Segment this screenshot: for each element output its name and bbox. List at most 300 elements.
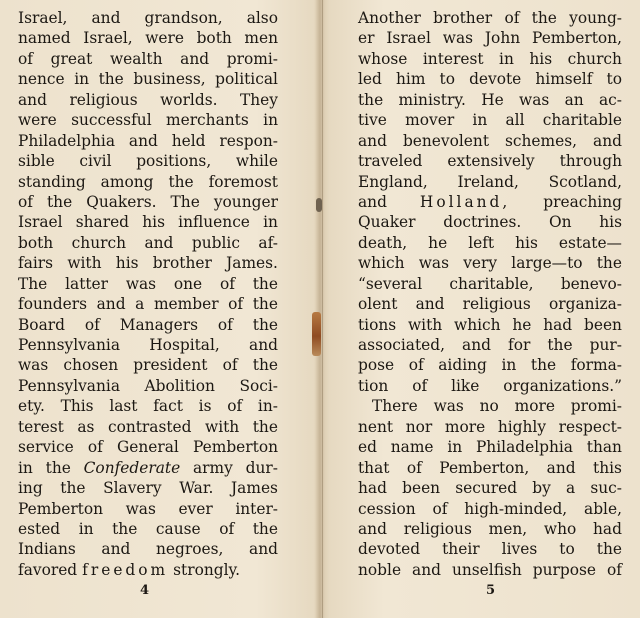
word: the <box>547 336 573 354</box>
word: church <box>71 233 127 252</box>
word: On <box>548 213 572 232</box>
word: negroes, <box>156 540 224 559</box>
text-line <box>358 519 622 539</box>
text-line <box>18 376 278 396</box>
word: held <box>171 131 206 150</box>
word: James <box>231 479 278 498</box>
word: in <box>499 49 514 68</box>
text-line <box>18 294 278 314</box>
word: Pemberton <box>192 438 278 457</box>
word: no <box>479 397 499 416</box>
word: the <box>530 356 557 375</box>
word: were <box>145 29 184 48</box>
text-line <box>18 539 278 559</box>
word: by <box>532 479 551 498</box>
word: is <box>198 397 212 416</box>
word: ministry. <box>398 90 466 109</box>
word: The <box>18 274 48 293</box>
text-line <box>358 458 622 478</box>
word: in <box>472 111 488 130</box>
word: terest <box>18 417 64 436</box>
word: of <box>432 499 448 518</box>
word: and <box>249 540 278 559</box>
word: Soci- <box>239 376 278 395</box>
word: nor <box>405 417 433 436</box>
word: of <box>18 192 33 211</box>
word: tion <box>358 376 389 395</box>
text-line <box>358 192 622 212</box>
text-line <box>358 499 622 519</box>
word: to <box>606 70 622 89</box>
word: the <box>252 295 278 314</box>
word: ed <box>358 438 377 457</box>
word: religious <box>462 295 531 314</box>
word: Israel, <box>83 29 133 48</box>
word: England, <box>358 172 428 191</box>
word: this <box>593 458 622 477</box>
text-line <box>358 28 622 48</box>
word: preaching <box>543 192 622 211</box>
word: purpose <box>532 560 597 579</box>
word: and <box>180 49 210 68</box>
word: army <box>193 458 233 477</box>
word: church <box>567 49 622 68</box>
word: he <box>428 233 448 252</box>
text-line <box>18 233 278 253</box>
word: There <box>372 397 418 416</box>
word: of <box>84 315 100 334</box>
word: the <box>252 519 278 538</box>
word: The <box>170 192 200 211</box>
text-line <box>18 335 278 355</box>
text-line <box>358 90 622 110</box>
right-page-text <box>358 8 622 580</box>
word: of <box>412 376 428 395</box>
word: Ireland, <box>457 172 519 191</box>
word: promi- <box>570 397 622 416</box>
word: who <box>543 519 577 538</box>
word: of <box>222 356 238 375</box>
word: pur- <box>589 336 622 354</box>
word: men, <box>488 519 528 538</box>
word: was <box>433 397 464 416</box>
word: of <box>219 519 235 538</box>
word: Pemberton, <box>439 458 530 477</box>
word: and <box>358 192 387 211</box>
word: his <box>142 213 165 232</box>
word: to <box>559 540 575 559</box>
word: high-minded, <box>464 499 568 518</box>
text-line <box>18 396 278 416</box>
word: the <box>98 70 124 89</box>
text-line <box>358 335 622 355</box>
word: was <box>18 356 49 375</box>
word: and <box>128 131 158 150</box>
word: General <box>116 438 179 457</box>
word: promi- <box>226 49 278 68</box>
word: able, <box>584 499 622 518</box>
word: “several <box>358 274 423 293</box>
word: ing <box>18 479 43 498</box>
text-line <box>358 151 622 171</box>
word: nence <box>18 70 65 89</box>
word: civil <box>79 152 112 171</box>
word: and <box>412 560 441 579</box>
word: fairs <box>18 254 54 273</box>
word: er <box>358 29 375 48</box>
word: had <box>543 315 573 334</box>
word: respect- <box>558 417 622 436</box>
word: public <box>191 233 240 252</box>
word: Israel, <box>18 9 68 27</box>
word: Abolition <box>144 376 215 395</box>
word: his <box>599 213 622 232</box>
word: respon- <box>219 131 278 150</box>
word: death, <box>358 233 408 252</box>
word: and <box>91 9 121 27</box>
word: ever <box>178 499 213 518</box>
text-line <box>18 315 278 335</box>
word: were <box>18 111 57 130</box>
word: noble <box>358 560 402 579</box>
text-line <box>358 8 622 28</box>
word: an <box>564 90 584 109</box>
word: men <box>244 29 278 48</box>
text-line <box>358 131 622 151</box>
word: founders <box>18 295 88 314</box>
text-line <box>18 90 278 110</box>
word: forma- <box>570 356 622 375</box>
word: both <box>196 29 232 48</box>
word: the <box>45 458 71 477</box>
word: Hospital, <box>149 336 220 354</box>
word: president <box>133 356 208 375</box>
word: like <box>451 376 480 395</box>
word: in- <box>257 397 278 416</box>
word: favored <box>18 560 78 579</box>
text-line <box>358 212 622 232</box>
word: ested <box>18 519 61 538</box>
text-line <box>18 458 278 478</box>
word: been <box>583 315 622 334</box>
word: standing <box>18 172 86 191</box>
word: while <box>235 152 278 171</box>
word: Quakers. <box>86 192 157 211</box>
word: worlds. <box>160 90 218 109</box>
text-line <box>18 151 278 171</box>
word: to <box>439 70 455 89</box>
word: had <box>593 519 622 538</box>
word: and <box>249 336 278 354</box>
word: was <box>519 90 550 109</box>
page-fold-line <box>322 0 323 618</box>
word: large—to <box>511 254 583 273</box>
word: business, <box>133 70 206 89</box>
word: sible <box>18 152 55 171</box>
word: Scotland, <box>548 172 622 191</box>
word: more <box>514 397 555 416</box>
word: had <box>358 479 387 498</box>
word: traveled <box>358 152 423 171</box>
word: their <box>442 540 480 559</box>
word: tive <box>358 111 387 130</box>
word: Managers <box>119 315 198 334</box>
word: associated, <box>358 336 445 354</box>
word: the <box>168 172 194 191</box>
word: led <box>358 70 382 89</box>
text-line <box>358 560 622 580</box>
word: and <box>593 131 622 150</box>
word: with <box>205 417 240 436</box>
word: last <box>109 397 138 416</box>
text-line <box>358 253 622 273</box>
word: in <box>78 519 94 538</box>
word: of <box>219 274 235 293</box>
word: great <box>50 49 93 68</box>
word: of <box>504 9 520 27</box>
text-line <box>358 478 622 498</box>
text-line <box>358 437 622 457</box>
word: that <box>358 458 390 477</box>
word: inter- <box>235 499 278 518</box>
word: Board <box>18 315 65 334</box>
text-line <box>358 396 622 416</box>
left-page-text <box>18 8 278 580</box>
word: his <box>529 49 553 68</box>
text-line <box>18 110 278 130</box>
word: lives <box>501 540 538 559</box>
word: and <box>358 131 387 150</box>
word: and <box>96 295 126 314</box>
word: than <box>586 438 622 457</box>
word: Pemberton <box>18 499 104 518</box>
word: James. <box>226 254 278 273</box>
book-gutter <box>315 0 325 618</box>
word: the <box>252 274 278 293</box>
word: named <box>18 29 71 48</box>
word: one <box>173 274 203 293</box>
word: name <box>390 438 434 457</box>
word: his <box>515 233 538 252</box>
text-line <box>358 233 622 253</box>
word: benevolent <box>402 131 490 150</box>
word: brother <box>433 9 493 27</box>
word: influence <box>178 213 250 232</box>
word: very <box>463 254 498 273</box>
word: benevo- <box>560 274 622 293</box>
word: a <box>135 295 145 314</box>
word: contrasted <box>107 417 192 436</box>
word: himself <box>535 70 593 89</box>
word: the <box>531 9 557 27</box>
text-line <box>18 69 278 89</box>
word: devoted <box>358 540 421 559</box>
word: the <box>252 356 278 375</box>
text-line <box>358 49 622 69</box>
word: War. <box>179 479 214 498</box>
word: was <box>442 29 474 48</box>
word: of <box>227 397 243 416</box>
text-line <box>358 315 622 335</box>
word: all <box>505 111 525 130</box>
word: in <box>447 438 463 457</box>
word: and <box>18 90 47 109</box>
word: left <box>468 233 495 252</box>
word: of <box>228 295 244 314</box>
word: been <box>402 479 441 498</box>
word: the <box>252 417 278 436</box>
word: and <box>358 519 387 538</box>
word: young- <box>569 9 622 27</box>
text-line <box>18 519 278 539</box>
word: Pennsylvania <box>18 376 120 395</box>
text-line <box>18 499 278 519</box>
word: of <box>18 49 33 68</box>
word: cession <box>358 499 416 518</box>
word: and <box>546 458 576 477</box>
text-line <box>358 294 622 314</box>
word: tions <box>358 315 397 334</box>
text-line <box>18 212 278 232</box>
word: Indians <box>18 540 76 559</box>
word: This <box>60 397 94 416</box>
word: the <box>252 315 278 334</box>
right-page <box>358 8 622 608</box>
binding-stitch-rust <box>312 312 321 356</box>
word: Philadelphia <box>475 438 573 457</box>
word: John <box>484 29 521 48</box>
word: ac- <box>599 90 622 109</box>
word: Israel <box>386 29 431 48</box>
word: Israel <box>18 213 63 232</box>
word: which <box>358 254 405 273</box>
word: highly <box>497 417 547 436</box>
word: freedom <box>82 560 169 579</box>
word: doctrines. <box>443 213 522 232</box>
word: organiza- <box>549 295 622 314</box>
word: dur- <box>245 458 278 477</box>
word: shared <box>75 213 130 232</box>
word: with <box>408 315 443 334</box>
word: interest <box>422 49 484 68</box>
word: of <box>408 356 424 375</box>
text-line <box>18 8 278 28</box>
word: in <box>74 70 90 89</box>
word: also <box>246 9 278 27</box>
word: Pemberton, <box>532 29 622 48</box>
word: the <box>358 90 384 109</box>
word: of <box>606 560 622 579</box>
word: of <box>217 315 233 334</box>
word: brother <box>152 254 212 273</box>
word: cause <box>155 519 201 538</box>
word: the <box>596 254 622 273</box>
word: aiding <box>438 356 487 375</box>
word: Another <box>358 9 421 27</box>
word: the <box>112 519 138 538</box>
word: positions, <box>136 152 212 171</box>
text-line <box>358 172 622 192</box>
word: latter <box>65 274 109 293</box>
word: devote <box>469 70 522 89</box>
word: mover <box>405 111 455 130</box>
word: and <box>415 295 445 314</box>
text-line <box>18 28 278 48</box>
word: They <box>240 90 278 109</box>
word: a <box>565 479 576 498</box>
word: charitable, <box>449 274 534 293</box>
word: estate— <box>558 233 622 252</box>
word: nent <box>358 417 394 436</box>
word: for <box>508 336 531 354</box>
word: among <box>100 172 154 191</box>
text-line <box>18 172 278 192</box>
word: suc- <box>590 479 622 498</box>
text-line <box>18 417 278 437</box>
word: secured <box>455 479 518 498</box>
word: was <box>125 274 157 293</box>
word: in <box>263 213 278 232</box>
word: the <box>596 540 622 559</box>
word: pose <box>358 356 395 375</box>
word: younger <box>213 192 278 211</box>
word: Holland, <box>419 192 511 211</box>
word: in <box>263 111 278 130</box>
text-line <box>18 355 278 375</box>
word: as <box>77 417 95 436</box>
word: in <box>18 458 33 477</box>
word: Quaker <box>358 213 416 232</box>
text-line <box>358 110 622 130</box>
word: unselfish <box>451 560 522 579</box>
word: religious <box>69 90 138 109</box>
word: chosen <box>63 356 119 375</box>
text-line <box>358 355 622 375</box>
word: Confederate <box>83 458 181 477</box>
word: he <box>512 315 532 334</box>
word: wealth <box>110 49 163 68</box>
word: grandson, <box>144 9 223 27</box>
word: the <box>46 192 73 211</box>
word: member <box>153 295 219 314</box>
word: religious <box>403 519 472 538</box>
word: both <box>18 233 54 252</box>
page-number-left: 4 <box>140 583 150 598</box>
left-page <box>18 8 278 608</box>
word: organizations.” <box>503 376 622 395</box>
binding-stitch <box>316 198 322 212</box>
text-line <box>18 49 278 69</box>
text-line <box>18 274 278 294</box>
text-line <box>358 539 622 559</box>
text-line <box>358 417 622 437</box>
word: the <box>60 479 86 498</box>
word: merchants <box>166 111 249 130</box>
word: Philadelphia <box>18 131 116 150</box>
word: strongly. <box>173 560 241 579</box>
word: af- <box>258 233 278 252</box>
word: ety. <box>18 397 45 416</box>
word: Slavery <box>103 479 162 498</box>
word: charitable <box>542 111 622 130</box>
word: political <box>215 70 278 89</box>
word: service <box>18 438 74 457</box>
text-line <box>358 376 622 396</box>
text-line <box>358 274 622 294</box>
word: was <box>125 499 156 518</box>
word: He <box>481 90 504 109</box>
word: and <box>144 233 174 252</box>
